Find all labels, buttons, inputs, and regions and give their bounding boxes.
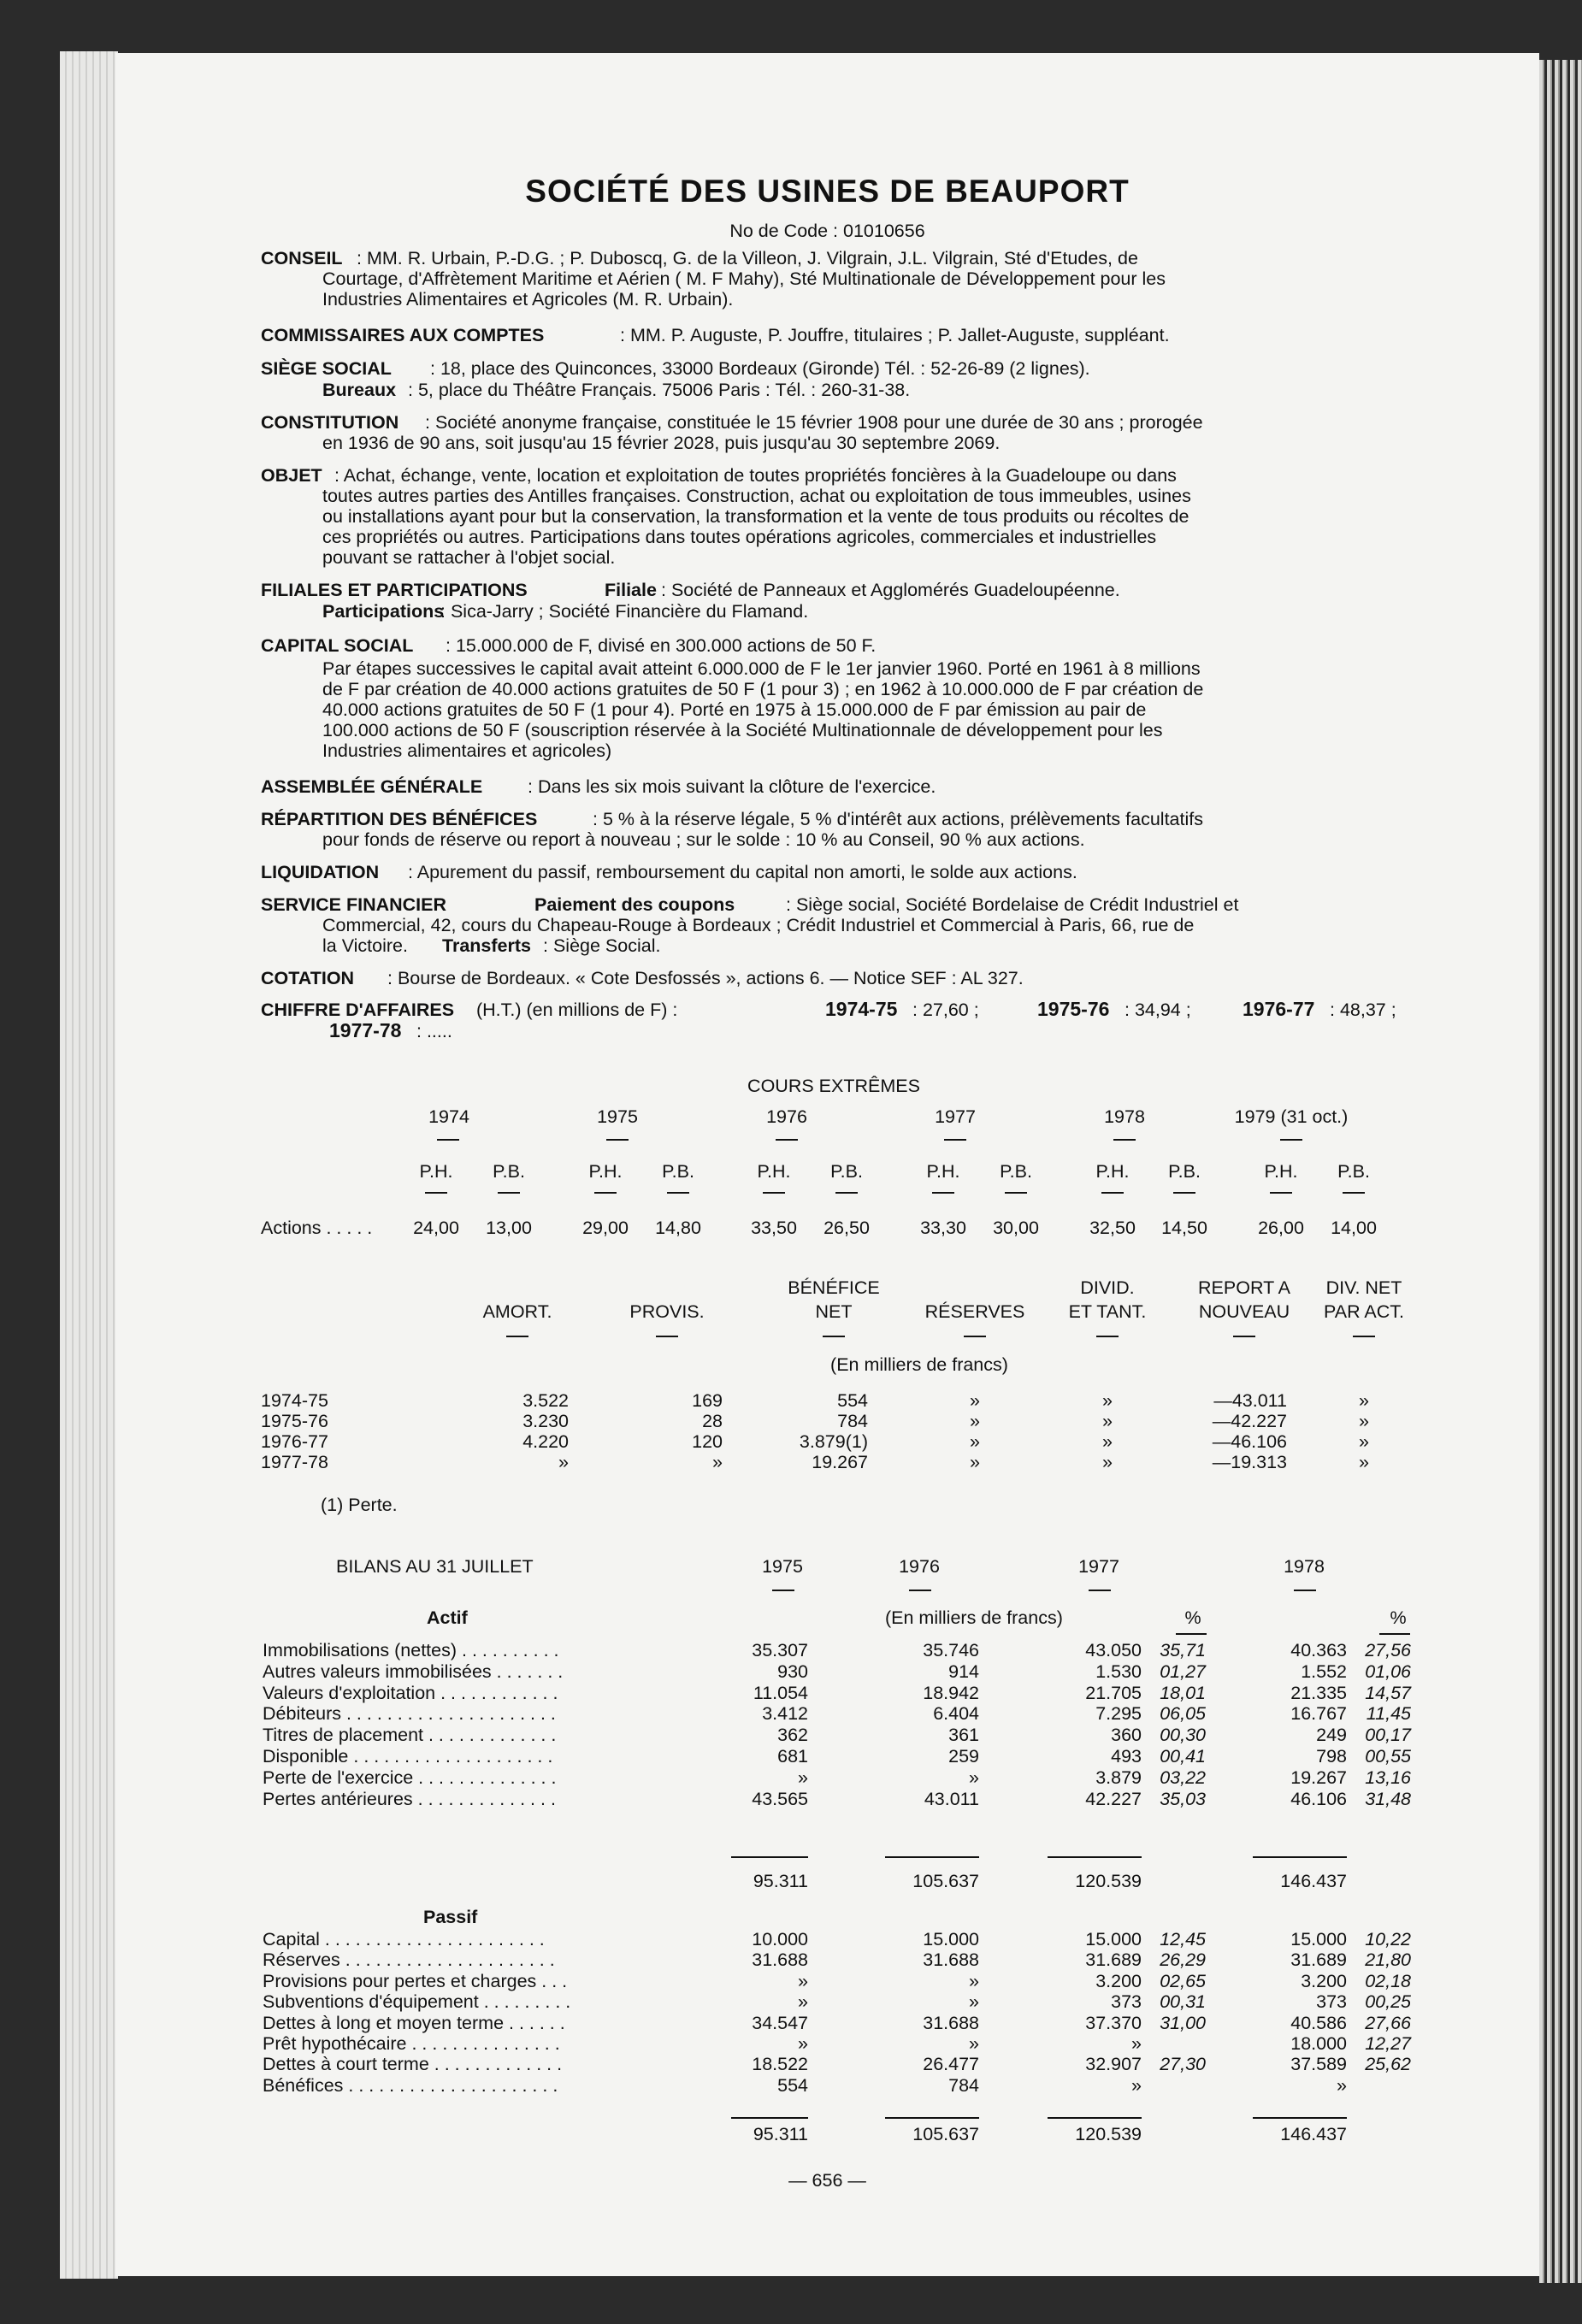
service-line-2: Commercial, 42, cours du Chapeau-Rouge à Bordeaux ; Crédit Industriel et Commercial à Paris, 66, rue de xyxy=(322,915,1195,935)
resultats-divid: » xyxy=(1102,1411,1113,1431)
capital-label: CAPITAL SOCIAL xyxy=(261,635,414,656)
chiffre-p4-value: : ..... xyxy=(416,1021,452,1041)
repartition-line-1: : 5 % à la réserve légale, 5 % d'intérêt aux actions, prélèvements facultatifs xyxy=(593,809,1203,829)
chiffre-p1-value: : 27,60 ; xyxy=(912,1000,979,1020)
actif-1975: 362 xyxy=(777,1725,808,1746)
objet-line-3: ou installations ayant pour but la conservation, la transformation et la vente de tous produits ou récoltes de xyxy=(322,506,1189,527)
resultats-report: —19.313 xyxy=(1212,1452,1287,1472)
chiffre-p3-value: : 48,37 ; xyxy=(1330,1000,1396,1020)
passif-pct-1977: 31,00 xyxy=(1160,2012,1206,2033)
document-page xyxy=(115,53,1539,2276)
cours-title: COURS EXTRÊMES xyxy=(747,1076,920,1096)
filiale-label: Filiale xyxy=(605,580,657,600)
actif-1976: 18.942 xyxy=(923,1682,979,1703)
passif-1975: » xyxy=(798,1970,808,1991)
actif-pct-1977: 00,30 xyxy=(1160,1725,1206,1746)
coupons-label: Paiement des coupons xyxy=(534,894,735,915)
chiffre-p2-label: 1975-76 xyxy=(1037,998,1110,1020)
passif-1976: 15.000 xyxy=(923,1929,979,1949)
passif-label: Bénéfices . . . . . . . . . . . . . . . . . . . . . xyxy=(263,2074,558,2096)
actif-pct-1977: 35,03 xyxy=(1160,1788,1206,1809)
cours-value: 14,00 xyxy=(1331,1218,1377,1238)
resultats-divnet: » xyxy=(1359,1390,1369,1411)
actif-1975: 930 xyxy=(777,1660,808,1682)
resultats-amort: » xyxy=(558,1452,569,1472)
objet-line-5: pouvant se rattacher à l'objet social. xyxy=(322,547,616,568)
actif-1977: 43.050 xyxy=(1085,1640,1142,1660)
resultats-amort: 3.522 xyxy=(522,1390,569,1411)
passif-1976: 784 xyxy=(948,2074,979,2096)
resultats-year: 1974-75 xyxy=(261,1390,328,1411)
chiffre-p4-label: 1977-78 xyxy=(329,1019,402,1041)
passif-pct-1978: 27,66 xyxy=(1365,2012,1411,2033)
actif-1976: » xyxy=(969,1767,979,1788)
passif-1976: 26.477 xyxy=(923,2054,979,2075)
hdr-report: REPORT A xyxy=(1198,1277,1290,1298)
resultats-reserves: » xyxy=(970,1390,980,1411)
siege-label: SIÈGE SOCIAL xyxy=(261,358,392,379)
actif-pct-1978: 31,48 xyxy=(1365,1788,1411,1809)
participations-text: : Sica-Jarry ; Société Financière du Flamand. xyxy=(440,601,809,622)
actif-pct-1977: 35,71 xyxy=(1160,1640,1206,1660)
cours-year-1977: 1977 xyxy=(935,1106,976,1127)
capital-line-3: 40.000 actions gratuites de 50 F (1 pour 4). Porté en 1975 à 15.000.000 de F par émission au pair de xyxy=(322,699,1147,720)
resultats-year: 1977-78 xyxy=(261,1452,328,1472)
actif-pct-1977: 00,41 xyxy=(1160,1746,1206,1767)
capital-line-2: de F par création de 40.000 actions gratuites de 50 F (1 pour 3) ; en 1962 à 10.000.000 de F par création de xyxy=(322,679,1204,699)
page-number: — 656 — xyxy=(788,2170,866,2191)
filiale-text: : Société de Panneaux et Agglomérés Guadeloupéenne. xyxy=(661,580,1120,600)
actif-1976: 6.404 xyxy=(933,1703,979,1725)
passif-1978: 15.000 xyxy=(1290,1929,1347,1949)
actif-total-1976: 105.637 xyxy=(912,1871,979,1891)
actif-1978: 249 xyxy=(1316,1725,1347,1746)
commissaires-label: COMMISSAIRES AUX COMPTES xyxy=(261,325,545,345)
hdr-reserves: RÉSERVES xyxy=(924,1301,1025,1322)
passif-label: Capital . . . . . . . . . . . . . . . . . . . . . . xyxy=(263,1929,545,1949)
hdr-provis: PROVIS. xyxy=(629,1301,705,1322)
actif-pct-1978: 00,55 xyxy=(1365,1746,1411,1767)
passif-1975: » xyxy=(798,2033,808,2054)
actif-label: Perte de l'exercice . . . . . . . . . . . . . . xyxy=(263,1767,557,1788)
actif-1976: 361 xyxy=(948,1725,979,1746)
actif-label: Débiteurs . . . . . . . . . . . . . . . . . . . . . xyxy=(263,1703,556,1725)
transferts-label: Transferts xyxy=(442,935,531,956)
actif-1975: 35.307 xyxy=(752,1640,808,1660)
cotation-label: COTATION xyxy=(261,968,355,988)
actif-1978: 19.267 xyxy=(1290,1767,1347,1788)
pb-1979: P.B. xyxy=(1337,1161,1370,1182)
actif-pct-1978: 27,56 xyxy=(1365,1640,1411,1660)
conseil-line-2: Courtage, d'Affrètement Maritime et Aérien ( M. F Mahy), Sté Multinationale de Développement pour les xyxy=(322,268,1166,289)
actif-pct-1978: 11,45 xyxy=(1366,1703,1411,1725)
service-line-3a: la Victoire. xyxy=(322,935,408,956)
passif-label: Dettes à court terme . . . . . . . . . . . . . xyxy=(263,2054,563,2075)
actif-1977: 493 xyxy=(1111,1746,1142,1767)
capital-line-1: Par étapes successives le capital avait atteint 6.000.000 de F le 1er janvier 1960. Porté en 1961 à 8 millions xyxy=(322,658,1201,679)
passif-pct-1977: 02,65 xyxy=(1160,1970,1206,1991)
hdr-divnet: DIV. NET xyxy=(1325,1277,1402,1298)
passif-label: Dettes à long et moyen terme . . . . . . xyxy=(263,2012,565,2033)
service-label: SERVICE FINANCIER xyxy=(261,894,447,915)
actif-1977: 21.705 xyxy=(1085,1682,1142,1703)
passif-pct-1977: 27,30 xyxy=(1160,2054,1206,2075)
resultats-reserves: » xyxy=(970,1431,980,1452)
actif-1976: 259 xyxy=(948,1746,979,1767)
ph-1976: P.H. xyxy=(757,1161,791,1182)
passif-1975: 10.000 xyxy=(752,1929,808,1949)
bilans-unit: (En milliers de francs) xyxy=(885,1607,1063,1628)
actif-1978: 16.767 xyxy=(1290,1703,1347,1725)
capital-text: : 15.000.000 de F, divisé en 300.000 actions de 50 F. xyxy=(446,635,877,656)
passif-1977: » xyxy=(1131,2033,1142,2054)
actif-1976: 35.746 xyxy=(923,1640,979,1660)
constitution-label: CONSTITUTION xyxy=(261,412,399,433)
conseil-line-1: : MM. R. Urbain, P.-D.G. ; P. Duboscq, G. de la Villeon, J. Vilgrain, J.L. Vilgrain, Sté d'Etudes, de xyxy=(357,248,1138,268)
participations-label: Participations xyxy=(322,601,445,622)
actif-pct-1978: 14,57 xyxy=(1365,1682,1411,1703)
chiffre-text: (H.T.) (en millions de F) : xyxy=(476,1000,678,1020)
cours-year-1978: 1978 xyxy=(1104,1106,1145,1127)
passif-1976: 31.688 xyxy=(923,1949,979,1971)
passif-1978: 3.200 xyxy=(1301,1970,1347,1991)
cours-value: 13,00 xyxy=(486,1218,532,1238)
objet-label: OBJET xyxy=(261,465,322,486)
passif-pct-1978: 00,25 xyxy=(1365,1991,1411,2013)
book-page-edges-right xyxy=(1539,60,1582,2283)
cours-value: 30,00 xyxy=(993,1218,1039,1238)
actif-total-1975: 95.311 xyxy=(753,1871,808,1891)
actif-label: Actif xyxy=(427,1607,468,1628)
cours-value: 24,00 xyxy=(413,1218,459,1238)
pb-1978: P.B. xyxy=(1168,1161,1201,1182)
actif-1975: 3.412 xyxy=(762,1703,808,1725)
siege-text: : 18, place des Quinconces, 33000 Bordeaux (Gironde) Tél. : 52-26-89 (2 lignes). xyxy=(430,358,1090,379)
constitution-line-2: en 1936 de 90 ans, soit jusqu'au 15 février 2028, puis jusqu'au 30 septembre 2069. xyxy=(322,433,1001,453)
repartition-label: RÉPARTITION DES BÉNÉFICES xyxy=(261,809,538,829)
constitution-line-1: : Société anonyme française, constituée le 15 février 1908 pour une durée de 30 ans ; prorogée xyxy=(425,412,1203,433)
repartition-line-2: pour fonds de réserve ou report à nouveau ; sur le solde : 10 % au Conseil, 90 % aux actions. xyxy=(322,829,1085,850)
cours-value: 32,50 xyxy=(1089,1218,1136,1238)
service-line-3b: : Siège Social. xyxy=(543,935,661,956)
actif-label: Autres valeurs immobilisées . . . . . . . xyxy=(263,1660,564,1682)
passif-1975: 31.688 xyxy=(752,1949,808,1971)
actif-total-1977: 120.539 xyxy=(1075,1871,1142,1891)
actif-1977: 3.879 xyxy=(1095,1767,1142,1788)
hdr-benefice: BÉNÉFICE xyxy=(788,1277,880,1298)
resultats-benefice: 3.879(1) xyxy=(799,1431,868,1452)
actif-1977: 7.295 xyxy=(1095,1703,1142,1725)
ph-1975: P.H. xyxy=(588,1161,623,1182)
passif-1976: » xyxy=(969,2033,979,2054)
liquidation-text: : Apurement du passif, remboursement du capital non amorti, le solde aux actions. xyxy=(408,862,1077,882)
passif-1978: 37.589 xyxy=(1290,2054,1347,2075)
actif-total-1978: 146.437 xyxy=(1280,1871,1347,1891)
actif-pct-1978: 01,06 xyxy=(1365,1660,1411,1682)
passif-1976: 31.688 xyxy=(923,2012,979,2033)
pct-header-1977: % xyxy=(1184,1607,1201,1628)
resultats-year: 1975-76 xyxy=(261,1411,328,1431)
cours-value: 26,50 xyxy=(823,1218,870,1238)
actif-1978: 40.363 xyxy=(1290,1640,1347,1660)
pb-1975: P.B. xyxy=(662,1161,694,1182)
resultats-report: —46.106 xyxy=(1212,1431,1287,1452)
ph-1977: P.H. xyxy=(926,1161,960,1182)
passif-pct-1978: 12,27 xyxy=(1365,2033,1411,2054)
chiffre-label: CHIFFRE D'AFFAIRES xyxy=(261,1000,455,1020)
resultats-provis: 169 xyxy=(692,1390,723,1411)
objet-line-4: ces propriétés ou autres. Participations dans toutes opérations agricoles, commerciales et industrielles xyxy=(322,527,1157,547)
bilans-year-1978: 1978 xyxy=(1284,1556,1325,1577)
passif-1977: 3.200 xyxy=(1095,1970,1142,1991)
bureaux-label: Bureaux xyxy=(322,380,397,400)
bilans-year-1977: 1977 xyxy=(1078,1556,1119,1577)
passif-pct-1977: 26,29 xyxy=(1160,1949,1206,1971)
resultats-amort: 4.220 xyxy=(522,1431,569,1452)
hdr-paract: PAR ACT. xyxy=(1324,1301,1404,1322)
passif-1975: 18.522 xyxy=(752,2054,808,2075)
passif-pct-1978: 02,18 xyxy=(1365,1970,1411,1991)
cotation-text: : Bourse de Bordeaux. « Cote Desfossés », actions 6. — Notice SEF : AL 327. xyxy=(387,968,1024,988)
resultats-divid: » xyxy=(1102,1390,1113,1411)
actif-label: Valeurs d'exploitation . . . . . . . . . . . . xyxy=(263,1682,558,1703)
actif-1976: 43.011 xyxy=(924,1788,979,1809)
capital-line-4: 100.000 actions de 50 F (souscription réservée à la Société Multinationnale de développement pour les xyxy=(322,720,1163,740)
actif-pct-1977: 18,01 xyxy=(1160,1682,1206,1703)
assemblee-label: ASSEMBLÉE GÉNÉRALE xyxy=(261,776,483,797)
objet-line-1: : Achat, échange, vente, location et exploitation de toutes propriétés foncières à la Guadeloupe ou dans xyxy=(334,465,1177,486)
actif-1977: 1.530 xyxy=(1095,1660,1142,1682)
actif-pct-1978: 00,17 xyxy=(1365,1725,1411,1746)
hdr-net: NET xyxy=(815,1301,853,1322)
passif-1977: 32.907 xyxy=(1085,2054,1142,2075)
bureaux-text: : 5, place du Théâtre Français. 75006 Paris : Tél. : 260-31-38. xyxy=(408,380,911,400)
cours-year-1976: 1976 xyxy=(766,1106,807,1127)
passif-total-1978: 146.437 xyxy=(1280,2124,1347,2144)
actif-1975: 43.565 xyxy=(752,1788,808,1809)
resultats-benefice: 554 xyxy=(837,1390,868,1411)
passif-pct-1977: 00,31 xyxy=(1160,1991,1206,2013)
passif-1978: 373 xyxy=(1316,1991,1347,2013)
actif-pct-1977: 03,22 xyxy=(1160,1767,1206,1788)
actif-1978: 798 xyxy=(1316,1746,1347,1767)
pb-1977: P.B. xyxy=(1000,1161,1032,1182)
resultats-report: —43.011 xyxy=(1213,1390,1287,1411)
resultats-benefice: 19.267 xyxy=(812,1452,868,1472)
resultats-provis: 120 xyxy=(692,1431,723,1452)
actif-pct-1978: 13,16 xyxy=(1365,1767,1411,1788)
passif-1977: 15.000 xyxy=(1085,1929,1142,1949)
passif-1978: 40.586 xyxy=(1290,2012,1347,2033)
passif-label: Subventions d'équipement . . . . . . . . . xyxy=(263,1991,571,2013)
resultats-divnet: » xyxy=(1359,1431,1369,1452)
assemblee-text: : Dans les six mois suivant la clôture de l'exercice. xyxy=(528,776,936,797)
passif-1978: 18.000 xyxy=(1290,2033,1347,2054)
bilans-year-1976: 1976 xyxy=(899,1556,940,1577)
actif-1977: 42.227 xyxy=(1085,1788,1142,1809)
resultats-divnet: » xyxy=(1359,1411,1369,1431)
passif-total-1977: 120.539 xyxy=(1075,2124,1142,2144)
resultats-benefice: 784 xyxy=(837,1411,868,1431)
commissaires-text: : MM. P. Auguste, P. Jouffre, titulaires ; P. Jallet-Auguste, suppléant. xyxy=(620,325,1170,345)
resultats-provis: » xyxy=(712,1452,723,1472)
passif-1977: 31.689 xyxy=(1085,1949,1142,1971)
ph-1974: P.H. xyxy=(419,1161,453,1182)
cours-value: 33,30 xyxy=(920,1218,966,1238)
capital-line-5: Industries alimentaires et agricoles) xyxy=(322,740,612,761)
passif-1977: 373 xyxy=(1111,1991,1142,2013)
cours-value: 14,50 xyxy=(1161,1218,1207,1238)
passif-1977: 37.370 xyxy=(1085,2012,1142,2033)
actif-label: Pertes antérieures . . . . . . . . . . . . . . xyxy=(263,1788,556,1809)
liquidation-label: LIQUIDATION xyxy=(261,862,380,882)
actif-pct-1977: 01,27 xyxy=(1160,1660,1206,1682)
cours-value: 29,00 xyxy=(582,1218,629,1238)
page-title: SOCIÉTÉ DES USINES DE BEAUPORT xyxy=(525,174,1130,209)
passif-1975: 34.547 xyxy=(752,2012,808,2033)
actif-1977: 360 xyxy=(1111,1725,1142,1746)
passif-pct-1978: 21,80 xyxy=(1365,1949,1411,1971)
cours-value: 26,00 xyxy=(1258,1218,1304,1238)
bilans-year-1975: 1975 xyxy=(762,1556,803,1577)
conseil-label: CONSEIL xyxy=(261,248,343,268)
passif-total-1976: 105.637 xyxy=(912,2124,979,2144)
actif-label: Immobilisations (nettes) . . . . . . . . . . xyxy=(263,1640,559,1660)
chiffre-p3-label: 1976-77 xyxy=(1243,998,1315,1020)
passif-1975: » xyxy=(798,1991,808,2013)
resultats-note: (1) Perte. xyxy=(321,1495,398,1515)
passif-label: Réserves . . . . . . . . . . . . . . . . . . . . . xyxy=(263,1949,555,1971)
passif-pct-1978: 25,62 xyxy=(1365,2054,1411,2075)
passif-1976: » xyxy=(969,1991,979,2013)
resultats-report: —42.227 xyxy=(1212,1411,1287,1431)
ph-1978: P.H. xyxy=(1095,1161,1130,1182)
passif-1977: » xyxy=(1131,2074,1142,2096)
passif-label: Provisions pour pertes et charges . . . xyxy=(263,1970,568,1991)
cours-value: 33,50 xyxy=(751,1218,797,1238)
passif-total-1975: 95.311 xyxy=(753,2124,808,2144)
resultats-divid: » xyxy=(1102,1431,1113,1452)
resultats-reserves: » xyxy=(970,1411,980,1431)
passif-label: Passif xyxy=(423,1907,478,1927)
book-page-edges-left xyxy=(60,51,118,2279)
actif-1978: 1.552 xyxy=(1301,1660,1347,1682)
chiffre-p2-value: : 34,94 ; xyxy=(1125,1000,1191,1020)
passif-1978: » xyxy=(1337,2074,1347,2096)
actif-label: Disponible . . . . . . . . . . . . . . . . . . . . xyxy=(263,1746,553,1767)
actif-1975: 681 xyxy=(777,1746,808,1767)
chiffre-p1-label: 1974-75 xyxy=(825,998,898,1020)
service-line-1: : Siège social, Société Bordelaise de Crédit Industriel et xyxy=(786,894,1239,915)
actif-1975: 11.054 xyxy=(753,1682,808,1703)
cours-year-1979: 1979 (31 oct.) xyxy=(1234,1106,1349,1127)
hdr-divid: DIVID. xyxy=(1080,1277,1135,1298)
cours-row-label: Actions . . . . . xyxy=(261,1218,373,1238)
resultats-year: 1976-77 xyxy=(261,1431,328,1452)
hdr-tant: ET TANT. xyxy=(1068,1301,1147,1322)
actif-label: Titres de placement . . . . . . . . . . . . . xyxy=(263,1725,557,1746)
passif-pct-1977: 12,45 xyxy=(1160,1929,1206,1949)
hdr-nouveau: NOUVEAU xyxy=(1198,1301,1290,1322)
actif-1978: 46.106 xyxy=(1290,1788,1347,1809)
actif-pct-1977: 06,05 xyxy=(1160,1703,1206,1725)
resultats-provis: 28 xyxy=(702,1411,723,1431)
actif-1978: 21.335 xyxy=(1290,1682,1347,1703)
cours-year-1974: 1974 xyxy=(428,1106,469,1127)
conseil-line-3: Industries Alimentaires et Agricoles (M. R. Urbain). xyxy=(322,289,734,310)
resultats-amort: 3.230 xyxy=(522,1411,569,1431)
hdr-amort: AMORT. xyxy=(482,1301,552,1322)
cours-year-1975: 1975 xyxy=(597,1106,638,1127)
company-code: No de Code : 01010656 xyxy=(729,221,925,241)
ph-1979: P.H. xyxy=(1264,1161,1298,1182)
passif-pct-1978: 10,22 xyxy=(1365,1929,1411,1949)
passif-label: Prêt hypothécaire . . . . . . . . . . . . . . . xyxy=(263,2033,560,2054)
cours-value: 14,80 xyxy=(655,1218,701,1238)
resultats-divnet: » xyxy=(1359,1452,1369,1472)
passif-1976: » xyxy=(969,1970,979,1991)
actif-1975: » xyxy=(798,1767,808,1788)
bilans-title: BILANS AU 31 JUILLET xyxy=(336,1556,534,1577)
objet-line-2: toutes autres parties des Antilles françaises. Construction, achat ou exploitation de tous immeubles, usines xyxy=(322,486,1191,506)
resultats-unit: (En milliers de francs) xyxy=(830,1354,1008,1375)
pb-1974: P.B. xyxy=(493,1161,525,1182)
pb-1976: P.B. xyxy=(830,1161,863,1182)
resultats-divid: » xyxy=(1102,1452,1113,1472)
passif-1975: 554 xyxy=(777,2074,808,2096)
actif-1976: 914 xyxy=(948,1660,979,1682)
pct-header-1978: % xyxy=(1390,1607,1407,1628)
resultats-reserves: » xyxy=(970,1452,980,1472)
filiales-label: FILIALES ET PARTICIPATIONS xyxy=(261,580,528,600)
passif-1978: 31.689 xyxy=(1290,1949,1347,1971)
